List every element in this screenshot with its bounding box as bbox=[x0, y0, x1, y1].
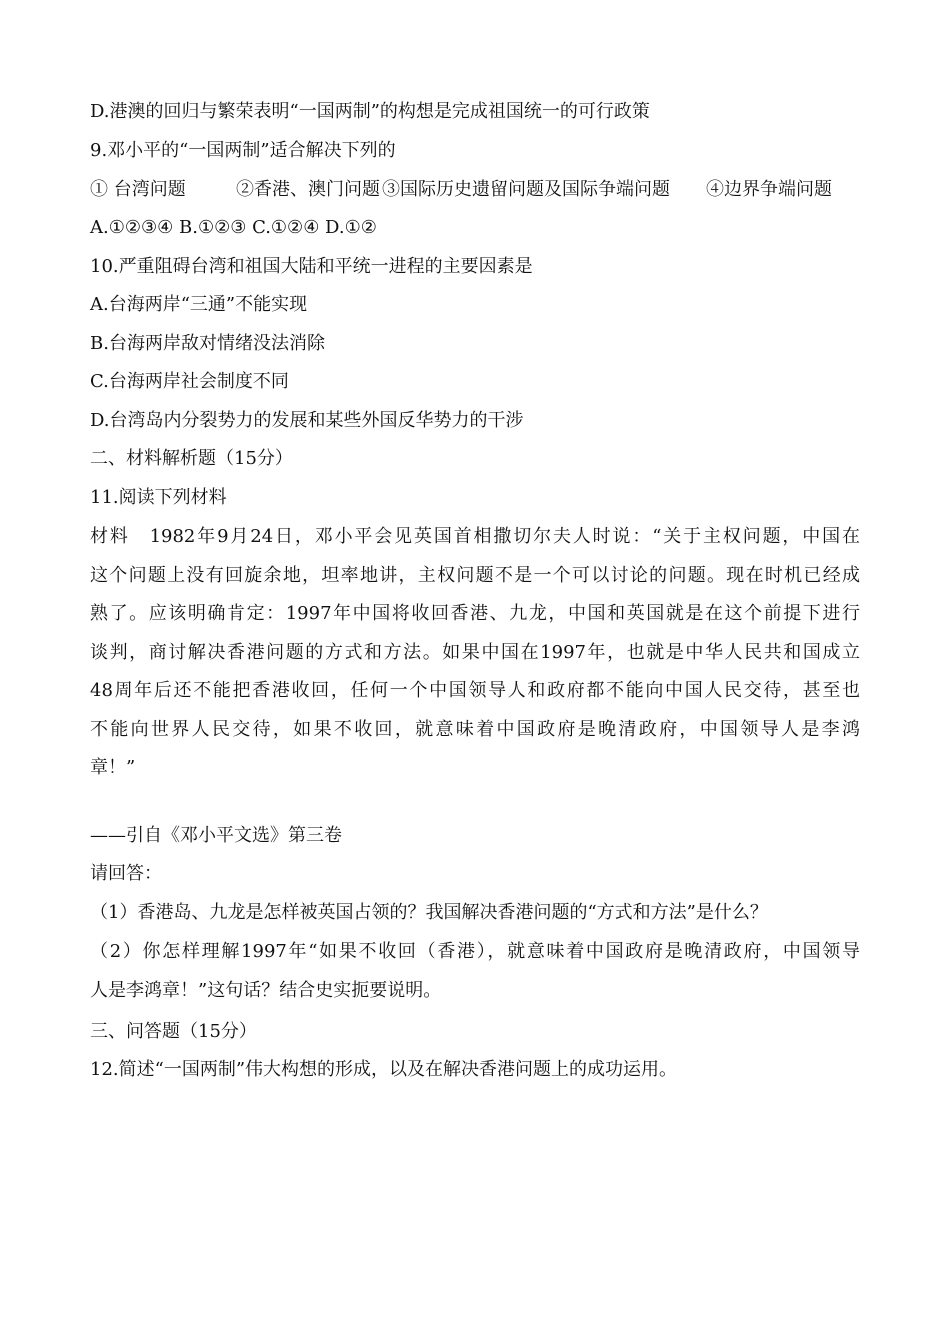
q10-option-d: D.台湾岛内分裂势力的发展和某些外国反华势力的干涉 bbox=[90, 410, 524, 431]
material-line: 不能向世界人民交待，如果不收回，就意味着中国政府是晚清政府，中国领导人是李鸿 bbox=[90, 718, 860, 740]
q10-stem: 10.严重阻碍台湾和祖国大陆和平统一进程的主要因素是 bbox=[90, 256, 533, 277]
q9-item-2: ②香港、澳门问题 bbox=[236, 179, 380, 200]
q9-item-1: ① 台湾问题 bbox=[90, 179, 186, 200]
please-answer: 请回答： bbox=[90, 863, 162, 884]
q10-option-c: C.台海两岸社会制度不同 bbox=[90, 371, 289, 392]
q9-items bbox=[90, 179, 832, 201]
q11-stem: 11.阅读下列材料 bbox=[90, 487, 227, 508]
material-line: 材料 1982年9月24日，邓小平会见英国首相撒切尔夫人时说：“关于主权问题，中国在 bbox=[90, 526, 860, 547]
material-line: 这个问题上没有回旋余地，坦率地讲，主权问题不是一个可以讨论的问题。现在时机已经成 bbox=[90, 564, 860, 586]
q11-part-2-line: （2）你怎样理解1997年“如果不收回（香港），就意味着中国政府是晚清政府，中国领导 bbox=[90, 941, 860, 962]
section-3-heading: 三、问答题（15分） bbox=[90, 1021, 257, 1042]
q9-item-3: ③国际历史遗留问题及国际争端问题 bbox=[382, 179, 670, 200]
material-line: 谈判，商讨解决香港问题的方式和方法。如果中国在1997年，也就是中华人民共和国成立 bbox=[90, 641, 860, 663]
section-2-heading: 二、材料解析题（15分） bbox=[90, 448, 293, 469]
q9-stem: 9.邓小平的“一国两制”适合解决下列的 bbox=[90, 140, 396, 161]
q11-part-2 bbox=[90, 933, 860, 1010]
material-source: ——引自《邓小平文选》第三卷 bbox=[90, 825, 342, 846]
material-line: 48周年后还不能把香港收回，任何一个中国领导人和政府都不能向中国人民交待，甚至也 bbox=[90, 680, 860, 701]
q10-option-b: B.台海两岸敌对情绪没法消除 bbox=[90, 333, 325, 354]
q11-part-2-line: 人是李鸿章！”这句话？结合史实扼要说明。 bbox=[90, 979, 442, 1001]
q11-part-1: （1）香港岛、九龙是怎样被英国占领的？我国解决香港问题的“方式和方法”是什么？ bbox=[90, 902, 768, 923]
q12-stem: 12.简述“一国两制”伟大构想的形成，以及在解决香港问题上的成功运用。 bbox=[90, 1059, 678, 1080]
material-paragraph bbox=[90, 518, 860, 788]
material-line: 熟了。应该明确肯定：1997年中国将收回香港、九龙，中国和英国就是在这个前提下进行 bbox=[90, 603, 860, 624]
q10-option-a: A.台海两岸“三通”不能实现 bbox=[90, 294, 308, 315]
q8-option-d: D.港澳的回归与繁荣表明“一国两制”的构想是完成祖国统一的可行政策 bbox=[90, 101, 650, 122]
q9-item-4: ④边界争端问题 bbox=[706, 179, 832, 200]
material-line: 章！” bbox=[90, 757, 136, 778]
q9-options: A.①②③④ B.①②③ C.①②④ D.①② bbox=[90, 217, 377, 238]
